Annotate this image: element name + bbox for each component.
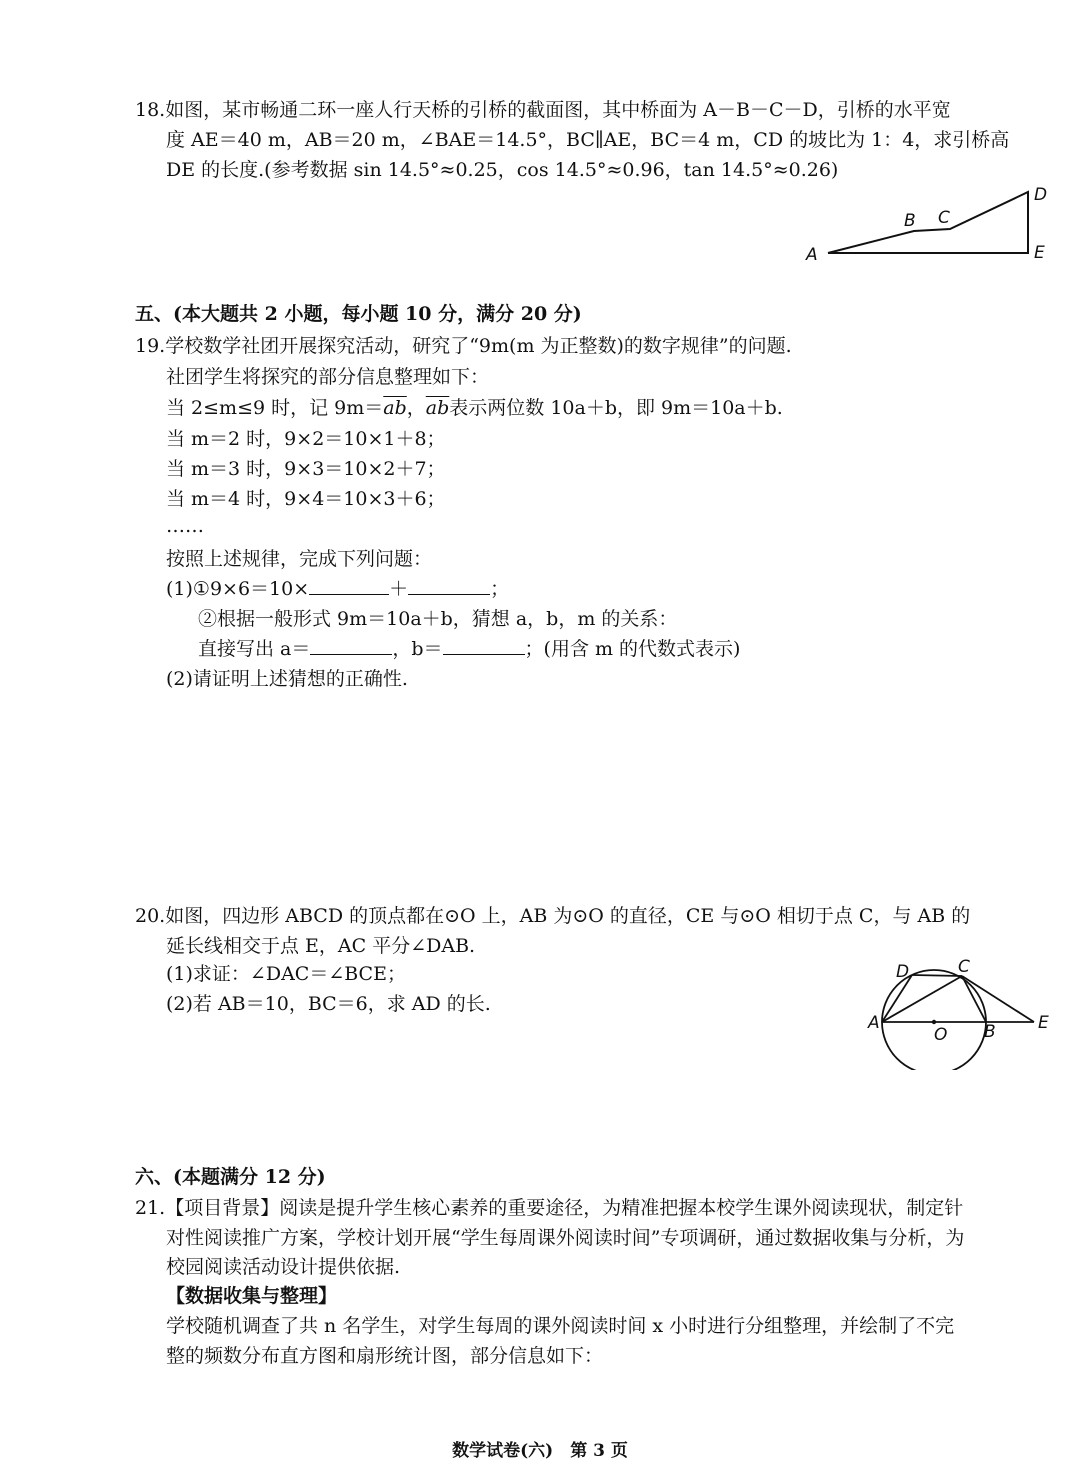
circle-figure — [862, 955, 1062, 1070]
label-a: A — [806, 245, 818, 265]
q18-line-1: 18.如图，某市畅通二环一座人行天桥的引桥的截面图，其中桥面为 A－B－C－D，引桥的水平宽 — [135, 99, 951, 121]
q19-part-1c-pre: 直接写出 a＝ — [198, 638, 311, 660]
q20-part-1: (1)求证：∠DAC＝∠BCE； — [166, 963, 406, 985]
q19-part-1c-post: ；(用含 m 的代数式表示) — [524, 638, 741, 660]
section-5-title: 五、(本大题共 2 小题，每小题 10 分，满分 20 分) — [135, 303, 582, 325]
segment-dc — [912, 975, 962, 976]
label-o: O — [934, 1025, 948, 1045]
q19-part-1b: ②根据一般形式 9m＝10a＋b，猜想 a，b，m 的关系： — [198, 608, 678, 630]
q19-line-3-pre: 当 2≤m≤9 时，记 9m＝ — [166, 397, 384, 419]
q19-part-1a — [166, 575, 509, 603]
q19-line-5: 当 m＝3 时，9×3＝10×2＋7； — [166, 458, 446, 480]
q19-ellipsis: …… — [166, 515, 204, 537]
label-d: D — [1034, 185, 1048, 205]
q21-line-3: 校园阅读活动设计提供依据. — [166, 1256, 401, 1278]
q20-line-2: 延长线相交于点 E，AC 平分∠DAB. — [166, 935, 476, 957]
q18-line-3: DE 的长度.(参考数据 sin 14.5°≈0.25，cos 14.5°≈0.96，tan 14.5°≈0.26) — [166, 159, 839, 181]
q19-line-3-sep: ， — [406, 397, 426, 419]
q21-heading: 【数据收集与整理】 — [166, 1285, 338, 1307]
q21-line-1: 21.【项目背景】阅读是提升学生核心素养的重要途径，为精准把握本校学生课外阅读现状，制定针 — [135, 1197, 964, 1219]
label-b: B — [904, 211, 916, 231]
q19-part-2: (2)请证明上述猜想的正确性. — [166, 668, 408, 690]
segment-ac — [882, 976, 962, 1022]
q18-line-2: 度 AE＝40 m，AB＝20 m，∠BAE＝14.5°，BC∥AE，BC＝4 m，CD 的坡比为 1：4，求引桥高 — [166, 129, 1010, 151]
q21-line-5: 学校随机调查了共 n 名学生，对学生每周的课外阅读时间 x 小时进行分组整理，并绘制了不完 — [166, 1315, 955, 1337]
section-6-title: 六、(本题满分 12 分) — [135, 1166, 326, 1188]
center-dot — [932, 1020, 936, 1024]
q21-line-2: 对性阅读推广方案，学校计划开展“学生每周课外阅读时间”专项调研，通过数据收集与分析，为 — [166, 1227, 965, 1249]
q19-line-3 — [166, 394, 783, 422]
label-c: C — [958, 957, 970, 977]
answer-blank-b[interactable] — [443, 636, 525, 655]
q19-part-1c-mid: ，b＝ — [392, 638, 443, 660]
q21-line-6: 整的频数分布直方图和扇形统计图，部分信息如下： — [166, 1345, 604, 1367]
q19-part-1a-mid: ＋ — [389, 578, 409, 600]
bridge-figure — [790, 180, 1060, 270]
q19-part-1c — [198, 635, 740, 663]
q19-line-3-post: 表示两位数 10a＋b，即 9m＝10a＋b. — [449, 397, 783, 419]
q19-line-1: 19.学校数学社团开展探究活动，研究了“9m(m 为正整数)的数字规律”的问题. — [135, 335, 792, 357]
q19-part-1a-post: ； — [490, 578, 510, 600]
answer-blank-1[interactable] — [309, 576, 389, 595]
label-e: E — [1038, 1013, 1049, 1033]
q20-line-1: 20.如图，四边形 ABCD 的顶点都在⊙O 上，AB 为⊙O 的直径，CE 与⊙O 相切于点 C，与 AB 的 — [135, 905, 971, 927]
label-a: A — [868, 1013, 880, 1033]
label-b: B — [984, 1022, 996, 1042]
overline-ab-2: $\overline{ab}$ — [425, 397, 450, 419]
q19-line-6: 当 m＝4 时，9×4＝10×3＋6； — [166, 488, 446, 510]
q19-line-8: 按照上述规律，完成下列问题： — [166, 548, 433, 570]
q19-part-1a-pre: (1)①9×6＝10× — [166, 578, 310, 600]
segment-ad — [882, 975, 912, 1022]
label-e: E — [1034, 243, 1045, 263]
overline-ab-1: $\overline{ab}$ — [383, 397, 407, 419]
answer-blank-a[interactable] — [310, 636, 392, 655]
answer-blank-2[interactable] — [408, 576, 490, 595]
label-d: D — [896, 962, 910, 982]
bridge-outline — [828, 192, 1028, 253]
q19-line-4: 当 m＝2 时，9×2＝10×1＋8； — [166, 428, 446, 450]
q19-line-2: 社团学生将探究的部分信息整理如下： — [166, 366, 490, 388]
q20-part-2: (2)若 AB＝10，BC＝6，求 AD 的长. — [166, 993, 491, 1015]
label-c: C — [938, 208, 950, 228]
tangent-ce — [962, 976, 1034, 1022]
page-footer: 数学试卷(六) 第 3 页 — [452, 1441, 628, 1461]
